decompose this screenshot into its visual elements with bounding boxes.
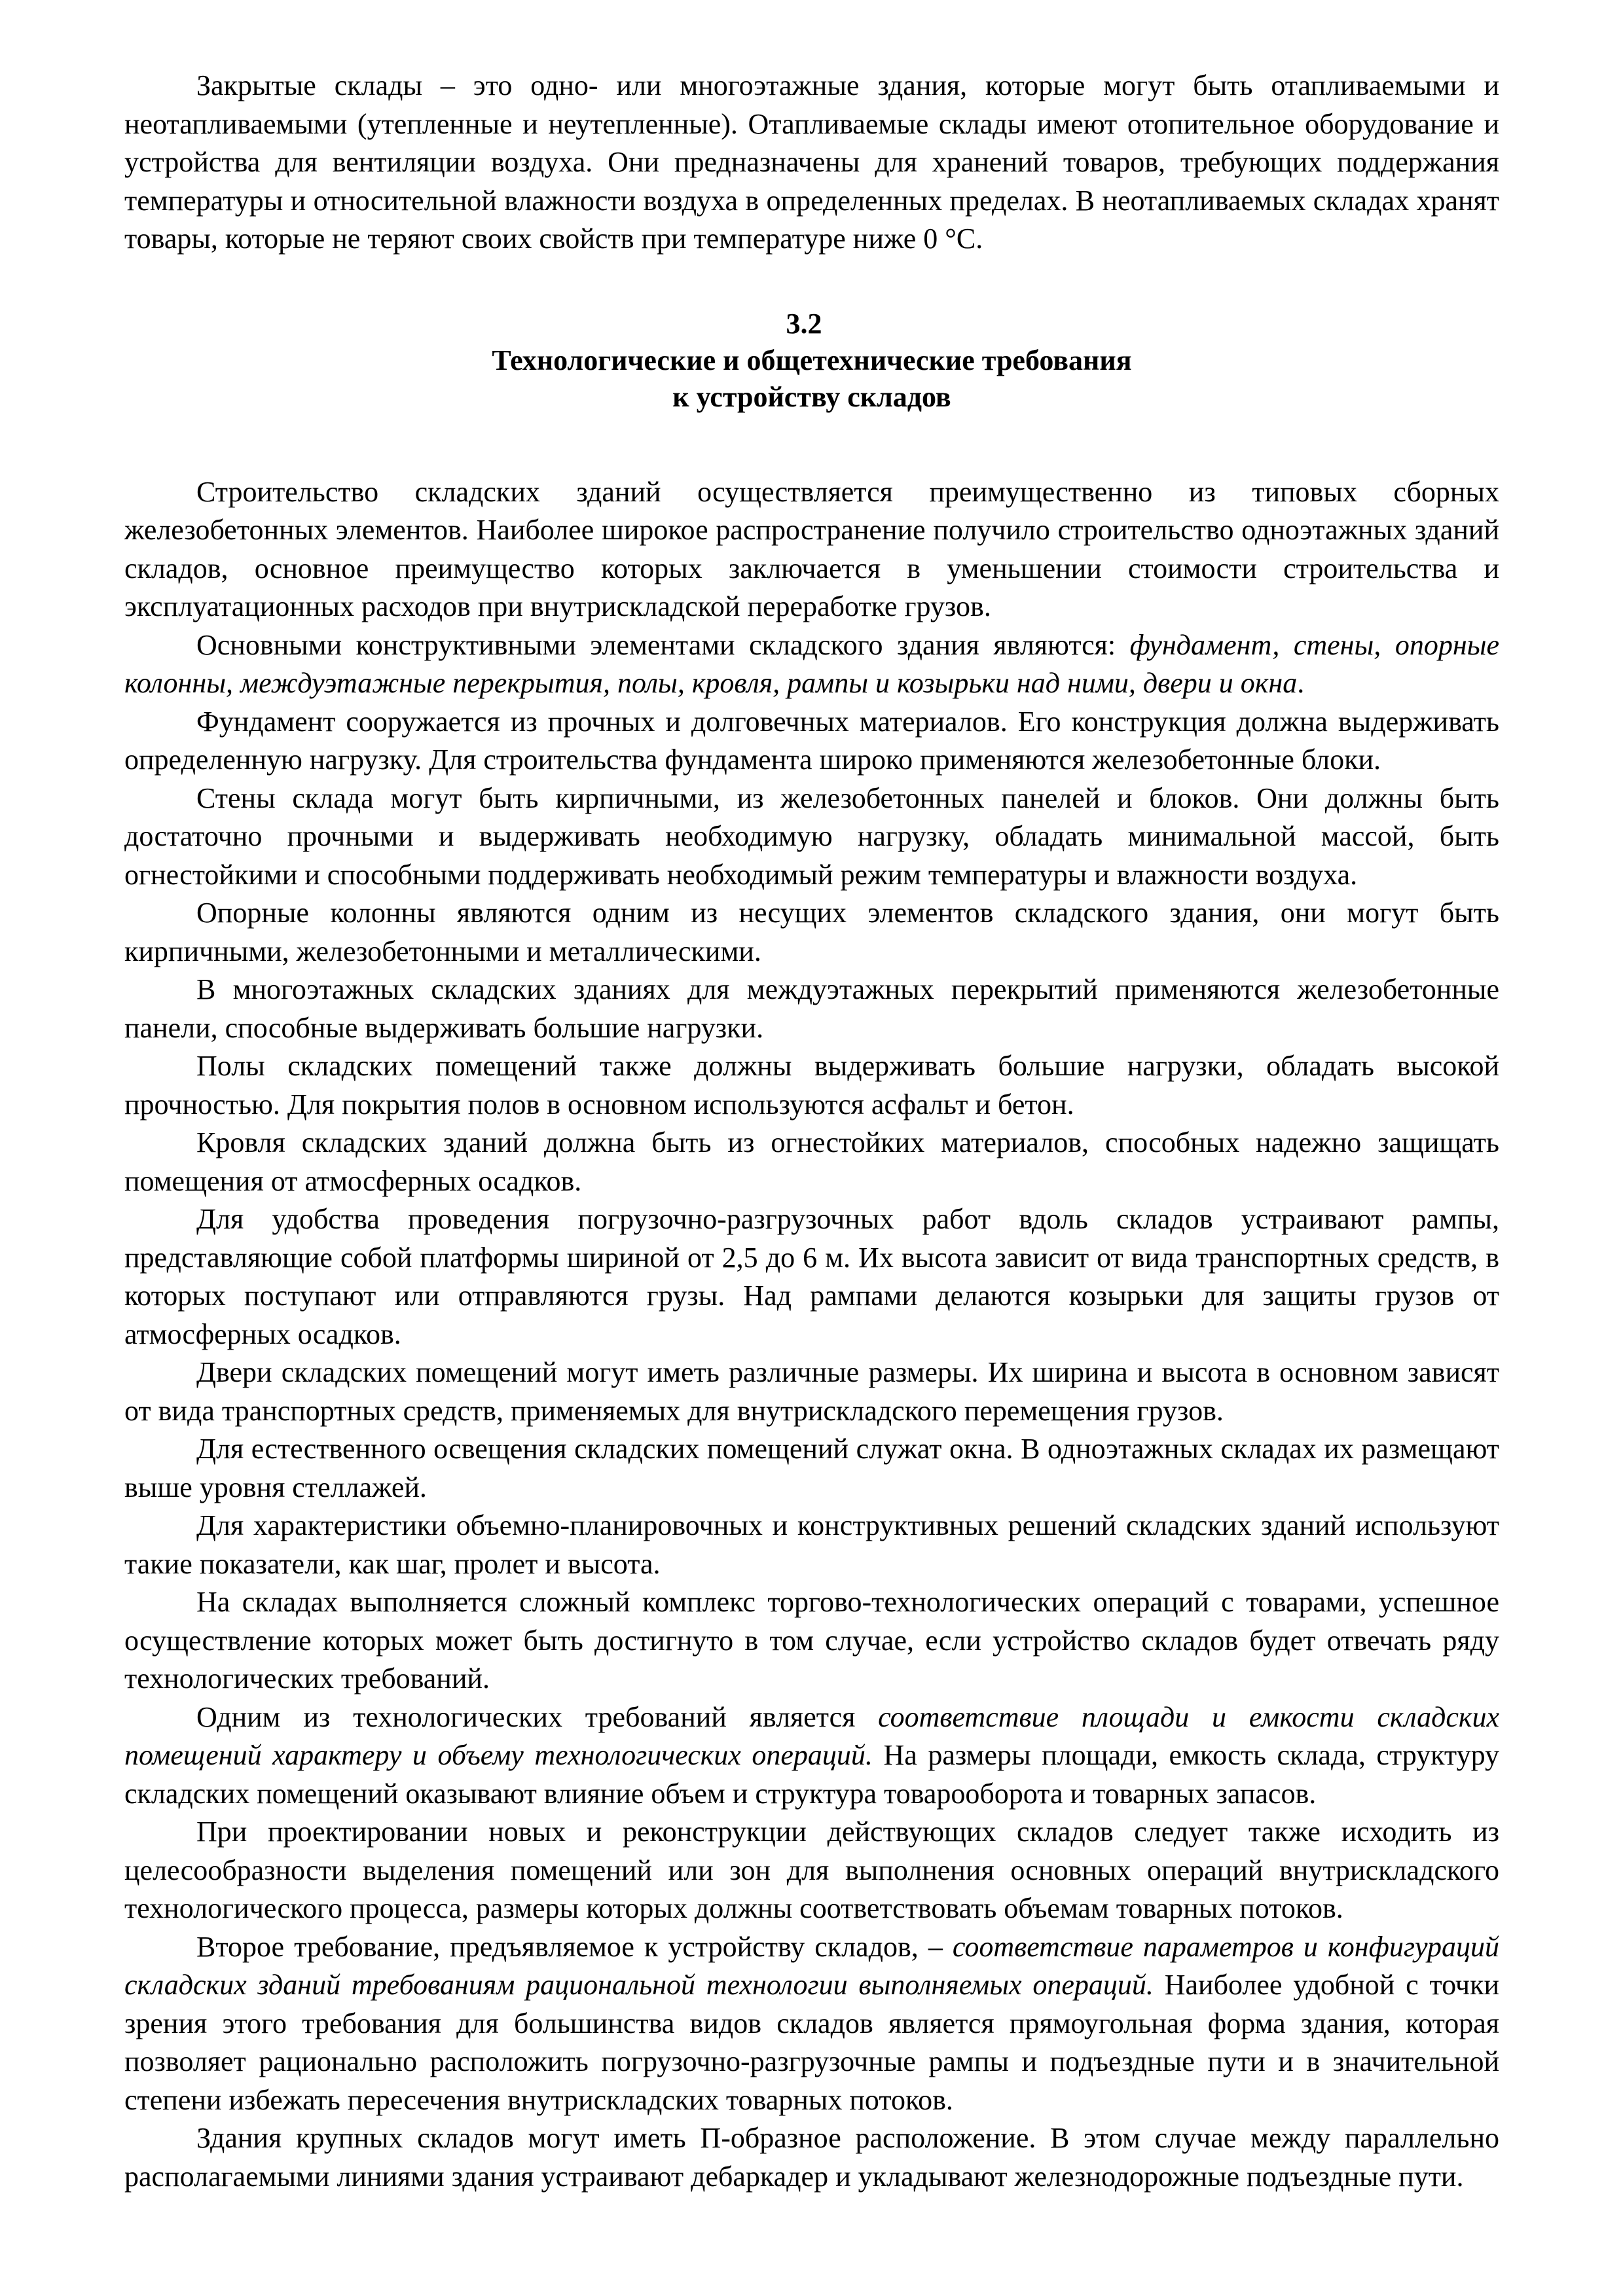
paragraph-windows: Для естественного освещения складских помещений служат окна. В одноэтажных складах их размещают выше уровня стеллажей. xyxy=(124,1433,1499,1503)
document-page xyxy=(124,67,1499,2196)
paragraph-operations: На складах выполняется сложный комплекс торгово-технологических операций с товарами, успешное осуществление которых может быть достигнуто в том случае, если устройство складов будет отвечать ряду технологических требований. xyxy=(124,1586,1499,1695)
section-number: 3.2 xyxy=(786,307,822,340)
paragraph-columns: Опорные колонны являются одним из несущих элементов складского здания, они могут быть кирпичными, железобетонными и металлическими. xyxy=(124,897,1499,967)
paragraph-design: При проектировании новых и реконструкции действующих складов следует также исходить из целесообразности выделения помещений или зон для выполнения основных операций внутрискладского технологического процесса, размеры которых должны соответствовать объемам товарных потоков. xyxy=(124,1816,1499,1924)
paragraph-p-shape: Здания крупных складов могут иметь П-образное расположение. В этом случае между параллельно располагаемыми линиями здания устраивают дебаркадер и укладывают железнодорожные подъездные пути. xyxy=(124,2122,1499,2193)
paragraph-requirement-2 xyxy=(124,1928,1499,2120)
paragraph-requirement-1 xyxy=(124,1698,1499,1814)
paragraph-indicators: Для характеристики объемно-планировочных и конструктивных решений складских зданий используют такие показатели, как шаг, пролет и высота. xyxy=(124,1509,1499,1580)
paragraph-elements xyxy=(124,626,1499,703)
paragraph-roof: Кровля складских зданий должна быть из огнестойких материалов, способных надежно защищать помещения от атмосферных осадков. xyxy=(124,1126,1499,1197)
requirement-2-suffix: Наиболее удобной с точки зрения этого требования для большинства видов складов является прямоугольная форма здания, которая позволяет рационально расположить погрузочно-разгрузочные рампы и подъездные пути и в значительной степени избежать пересечения внутрискладских товарных потоков. xyxy=(124,1969,1499,2116)
paragraph-construction: Строительство складских зданий осуществляется преимущественно из типовых сборных железобетонных элементов. Наиболее широкое распространение получило строительство одноэтажных зданий складов, основное преимущество которых заключается в уменьшении стоимости строительства и эксплуатационных расходов при внутрискладской переработке грузов. xyxy=(124,475,1499,622)
paragraph-closed-warehouses: Закрытые склады – это одно- или многоэтажные здания, которые могут быть отапливаемыми и неотапливаемыми (утепленные и неутепленные). Отапливаемые склады имеют отопительное оборудование и устройства для вентиляции воздуха. Они предназначены для хранений товаров, требующих поддержания температуры и относительной влажности воздуха в определенных пределах. В неотапливаемых складах хранят товары, которые не теряют своих свойств при температуре ниже 0 °С. xyxy=(124,69,1499,255)
elements-list: фундамент, стены, опорные колонны, междуэтажные перекрытия, полы, кровля, рампы и козырьки над ними, двери и окна xyxy=(124,628,1499,699)
requirement-2-prefix: Второе требование, предъявляемое к устройству складов, – xyxy=(196,1930,953,1963)
paragraph-doors: Двери складских помещений могут иметь различные размеры. Их ширина и высота в основном зависят от вида транспортных средств, применяемых для внутрискладского перемещения грузов. xyxy=(124,1356,1499,1427)
paragraph-ramps: Для удобства проведения погрузочно-разгрузочных работ вдоль складов устраивают рампы, представляющие собой платформы шириной от 2,5 до 6 м. Их высота зависит от вида транспортных средств, в которых поступают или отправляются грузы. Над рампами делаются козырьки для защиты грузов от атмосферных осадков. xyxy=(124,1203,1499,1350)
paragraph-foundation: Фундамент сооружается из прочных и долговечных материалов. Его конструкция должна выдерживать определенную нагрузку. Для строительства фундамента широко применяются железобетонные блоки. xyxy=(124,705,1499,776)
section-title-line1: Технологические и общетехнические требования xyxy=(492,344,1132,376)
paragraph-floors-between: В многоэтажных складских зданиях для междуэтажных перекрытий применяются железобетонные панели, способные выдерживать большие нагрузки. xyxy=(124,973,1499,1044)
requirement-1-suffix: На размеры площади, емкость склада, структуру складских помещений оказывают влияние объем и структура товарооборота и товарных запасов. xyxy=(124,1739,1500,1810)
section-title-line2: к устройству складов xyxy=(672,380,951,413)
requirement-1-prefix: Одним из технологических требований является xyxy=(196,1700,879,1733)
section-heading xyxy=(124,306,1499,416)
requirement-2-italic: соответствие параметров и конфигураций складских зданий требованиям рациональной технологии выполняемых операций. xyxy=(124,1930,1499,2001)
paragraph-walls: Стены склада могут быть кирпичными, из железобетонных панелей и блоков. Они должны быть достаточно прочными и выдерживать необходимую нагрузку, обладать минимальной массой, быть огнестойкими и способными поддерживать необходимый режим температуры и влажности воздуха. xyxy=(124,781,1499,891)
paragraph-floors: Полы складских помещений также должны выдерживать большие нагрузки, обладать высокой прочностью. Для покрытия полов в основном используются асфальт и бетон. xyxy=(124,1050,1499,1121)
section-heading-line1 xyxy=(124,306,1499,379)
elements-suffix: . xyxy=(1297,667,1305,699)
requirement-1-italic: соответствие площади и емкости складских помещений характеру и объему технологических операций. xyxy=(124,1700,1499,1771)
elements-prefix: Основными конструктивными элементами складского здания являются: xyxy=(196,628,1130,661)
